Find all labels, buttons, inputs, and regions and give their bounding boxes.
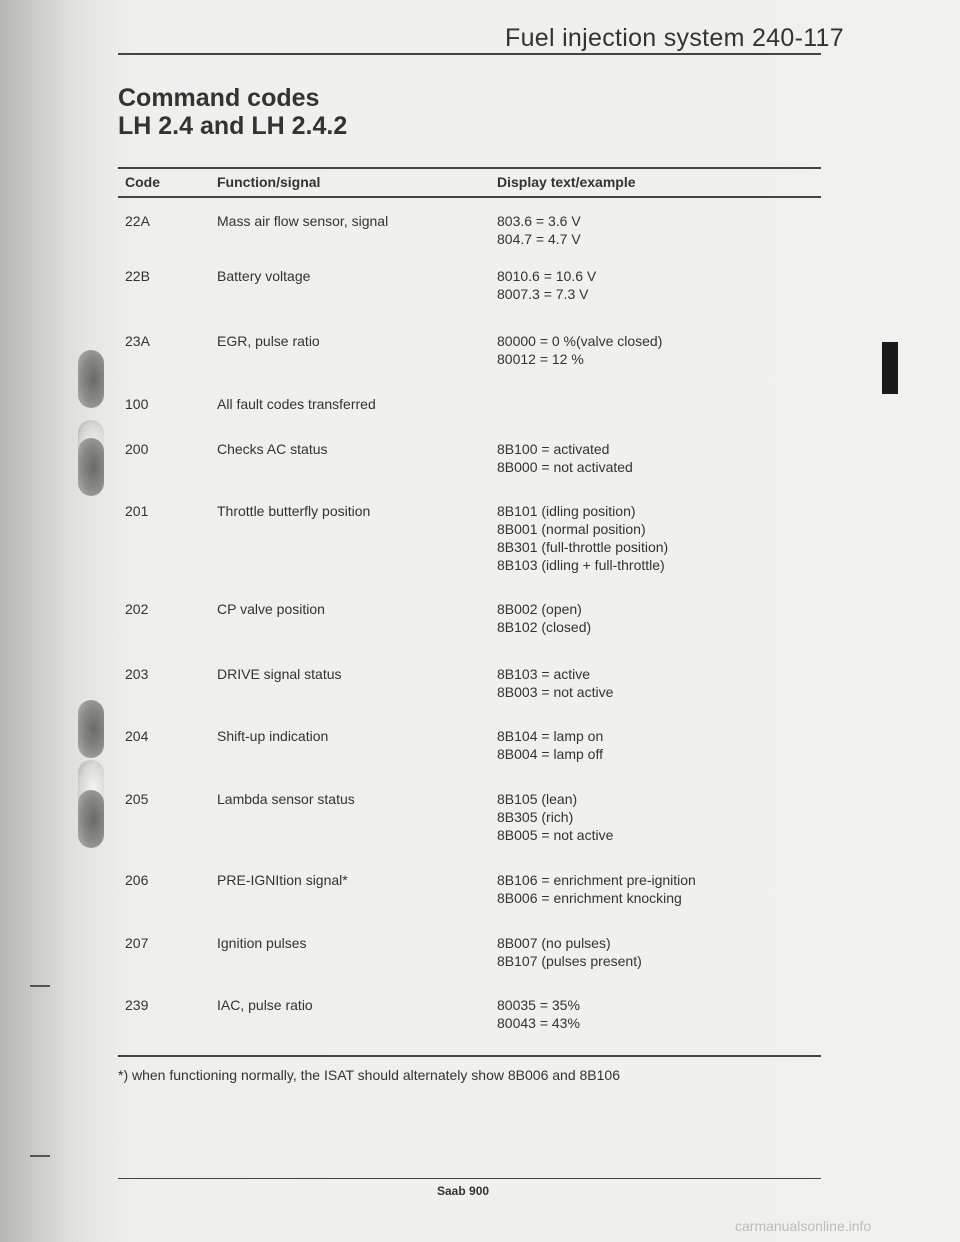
table-cell-code: 200 <box>125 441 149 457</box>
table-cell-display-line: 80012 = 12 % <box>497 351 584 367</box>
table-cell-function: DRIVE signal status <box>217 666 342 682</box>
column-header-code: Code <box>125 174 160 190</box>
table-cell-function: Battery voltage <box>217 268 311 284</box>
table-cell-function: All fault codes transferred <box>217 396 376 412</box>
table-cell-display-line: 804.7 = 4.7 V <box>497 231 581 247</box>
table-cell-display-line: 8B105 (lean) <box>497 791 578 807</box>
table-cell-display-line: 8B305 (rich) <box>497 809 574 825</box>
section-title <box>118 84 347 140</box>
table-cell-function: Mass air flow sensor, signal <box>217 213 389 229</box>
section-title-line2: LH 2.4 and LH 2.4.2 <box>118 112 348 140</box>
table-cell-function: Shift-up indication <box>217 728 329 744</box>
binding-shadow <box>0 0 110 1242</box>
table-cell-function: IAC, pulse ratio <box>217 997 313 1013</box>
table-cell-display-line: 80035 = 35% <box>497 997 580 1013</box>
table-top-rule <box>118 167 821 169</box>
table-cell-display-line: 8B101 (idling position) <box>497 503 636 519</box>
table-cell-code: 206 <box>125 872 149 888</box>
binder-hole <box>78 350 104 408</box>
table-cell-display-line: 8B103 = active <box>497 666 591 682</box>
table-bottom-rule <box>118 1055 821 1057</box>
table-cell-display-line: 8B005 = not active <box>497 827 614 843</box>
table-cell-code: 204 <box>125 728 149 744</box>
table-cell-display-line: 8B106 = enrichment pre-ignition <box>497 872 696 888</box>
table-cell-display-line: 8B100 = activated <box>497 441 610 457</box>
table-cell-display-line: 8B002 (open) <box>497 601 582 617</box>
column-header-function: Function/signal <box>217 174 321 190</box>
table-cell-display-line: 8B000 = not activated <box>497 459 633 475</box>
table-cell-display-line: 8B004 = lamp off <box>497 746 603 762</box>
table-cell-display-line: 8B301 (full-throttle position) <box>497 539 669 555</box>
table-cell-code: 207 <box>125 935 149 951</box>
table-cell-display-line: 80043 = 43% <box>497 1015 580 1031</box>
table-cell-display-line: 8B107 (pulses present) <box>497 953 642 969</box>
margin-mark <box>30 985 50 987</box>
table-cell-display-line: 8B103 (idling + full-throttle) <box>497 557 665 573</box>
footer-rule <box>118 1178 821 1179</box>
footnote: *) when functioning normally, the ISAT should alternately show 8B006 and 8B106 <box>118 1067 620 1083</box>
page-header: Fuel injection system 240-117 <box>505 24 844 52</box>
table-cell-code: 205 <box>125 791 149 807</box>
table-cell-display-line: 8B003 = not active <box>497 684 614 700</box>
table-cell-display-line: 8B001 (normal position) <box>497 521 646 537</box>
header-rule <box>118 53 821 55</box>
table-cell-display-line: 8B007 (no pulses) <box>497 935 611 951</box>
table-cell-code: 23A <box>125 333 150 349</box>
column-header-display: Display text/example <box>497 174 636 190</box>
section-title-line1: Command codes <box>118 84 320 112</box>
section-tab-mark <box>882 342 898 394</box>
footer-text: Saab 900 <box>437 1184 490 1198</box>
table-cell-function: CP valve position <box>217 601 325 617</box>
table-cell-function: Ignition pulses <box>217 935 307 951</box>
binder-hole <box>78 700 104 758</box>
table-cell-function: Throttle butterfly position <box>217 503 371 519</box>
table-cell-code: 239 <box>125 997 149 1013</box>
table-cell-display-line: 8B006 = enrichment knocking <box>497 890 682 906</box>
table-cell-display-line: 8B104 = lamp on <box>497 728 604 744</box>
table-cell-function: PRE-IGNItion signal* <box>217 872 348 888</box>
table-cell-display-line: 803.6 = 3.6 V <box>497 213 581 229</box>
table-cell-function: Lambda sensor status <box>217 791 355 807</box>
binder-hole <box>78 438 104 496</box>
table-cell-display-line: 8B102 (closed) <box>497 619 592 635</box>
table-cell-display-line: 8007.3 = 7.3 V <box>497 286 589 302</box>
table-header-rule <box>118 196 821 198</box>
table-cell-function: Checks AC status <box>217 441 328 457</box>
table-cell-code: 202 <box>125 601 149 617</box>
table-cell-display-line: 8010.6 = 10.6 V <box>497 268 597 284</box>
table-cell-code: 22B <box>125 268 150 284</box>
binder-hole <box>78 790 104 848</box>
table-cell-code: 203 <box>125 666 149 682</box>
table-cell-code: 22A <box>125 213 150 229</box>
table-cell-code: 201 <box>125 503 149 519</box>
table-cell-display-line: 80000 = 0 %(valve closed) <box>497 333 663 349</box>
table-cell-code: 100 <box>125 396 149 412</box>
table-cell-function: EGR, pulse ratio <box>217 333 320 349</box>
margin-mark <box>30 1155 50 1157</box>
watermark: carmanualsonline.info <box>735 1218 872 1234</box>
